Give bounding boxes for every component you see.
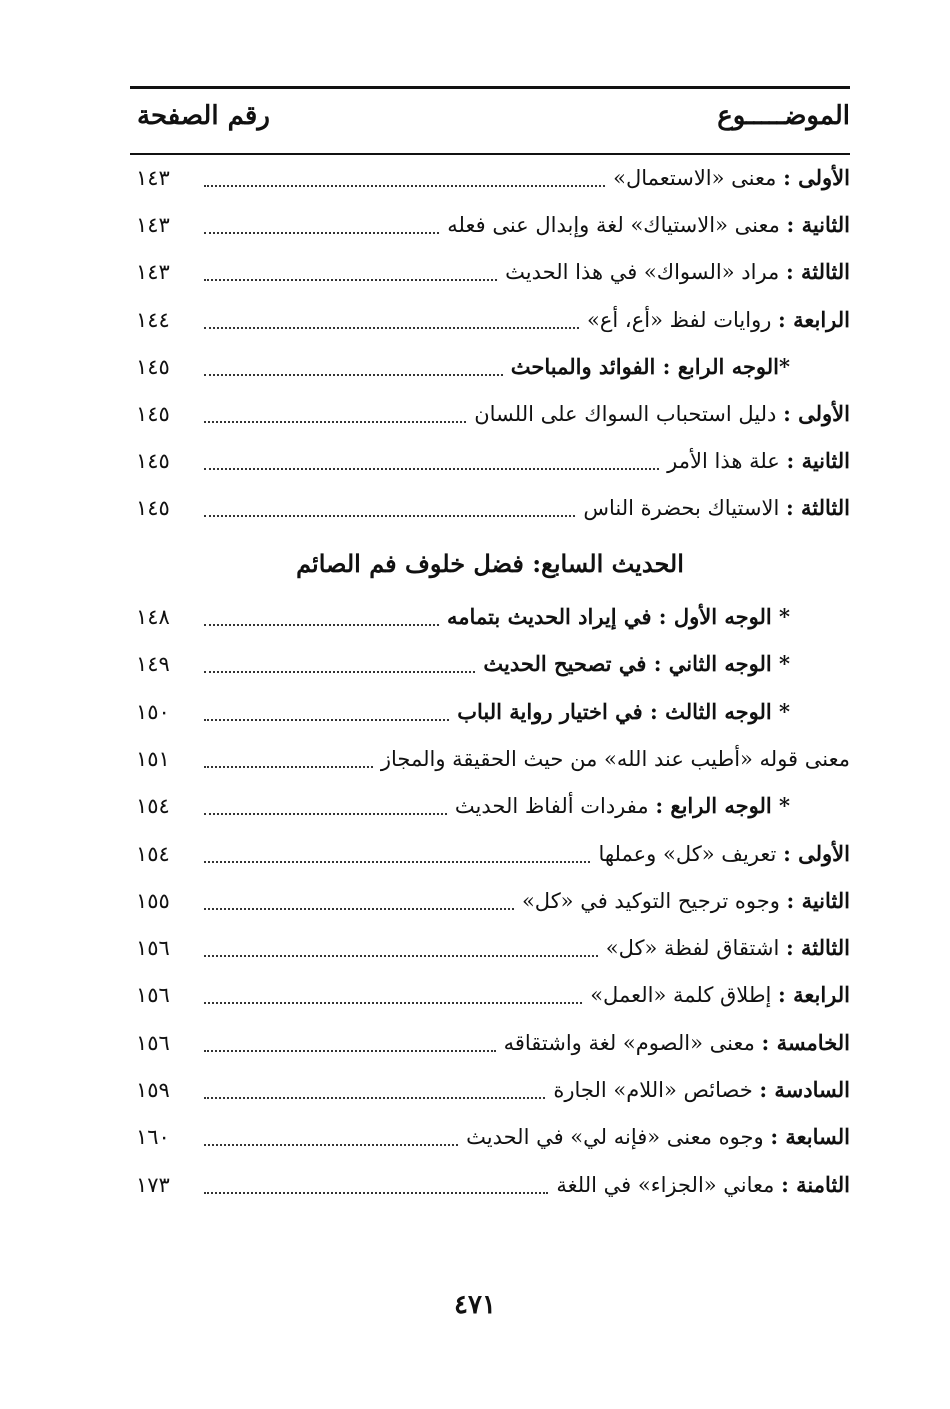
- dot-leader: [204, 719, 449, 721]
- toc-entry: [130, 394, 850, 434]
- toc-entry: [130, 252, 850, 292]
- toc-entry-title: [598, 834, 850, 874]
- toc-entry-label: الثالثة :: [785, 495, 850, 521]
- toc-entry-label: * الوجه الأول :: [658, 604, 790, 629]
- dot-leader: [204, 327, 579, 329]
- toc-entry-text: وجوه ترجيح التوكيد في «كل»: [521, 888, 787, 913]
- toc-entry-text: خصائص «اللام» الجارة: [553, 1078, 760, 1102]
- dot-leader: [204, 279, 497, 281]
- toc-entry: [130, 488, 850, 528]
- dot-leader: [204, 766, 373, 768]
- toc-entry-text: إطلاق كلمة «العمل»: [590, 983, 779, 1008]
- toc-entry-title: [553, 1070, 850, 1110]
- toc-entry-title: [613, 158, 850, 198]
- toc-entry-label: الثانية :: [786, 448, 850, 474]
- toc-entry-title: [587, 300, 850, 340]
- toc-entry: [130, 1023, 850, 1063]
- toc-entry-title: [457, 692, 790, 732]
- toc-entry-title: [381, 739, 850, 779]
- toc-entry: [130, 692, 850, 732]
- toc-entry-label: الأولى :: [783, 401, 850, 426]
- toc-entry-page: ١٤٣: [136, 260, 170, 285]
- toc-entry-label: الثانية :: [786, 887, 850, 913]
- toc-entry-page: ١٥٤: [136, 841, 170, 866]
- dot-leader: [204, 1144, 458, 1146]
- toc-entry-text: دليل استحباب السواك على اللسان: [474, 402, 784, 426]
- toc-entry-title: [447, 205, 850, 245]
- toc-entry-text: روايات لفظ «أع، أع»: [587, 307, 779, 332]
- toc-entry-page: ١٧٣: [136, 1172, 170, 1197]
- toc-entry-page: ١٤٨: [136, 605, 170, 629]
- toc-entry-label: الخامسة :: [761, 1029, 850, 1055]
- toc-entry-label: * الوجه الثالث :: [650, 698, 790, 724]
- toc-entry-page: ١٤٩: [136, 652, 170, 677]
- toc-entry-text: معنى «الصوم» لغة واشتقاقه: [503, 1030, 762, 1055]
- header-page-number: رقم الصفحة: [137, 101, 270, 131]
- dot-leader: [204, 232, 439, 234]
- dot-leader: [204, 421, 466, 423]
- toc-entry-label: * الوجه الرابع :: [655, 793, 790, 819]
- toc-entry: [130, 158, 850, 198]
- toc-entry: [130, 928, 850, 968]
- toc-entry-page: ١٥٦: [136, 983, 170, 1008]
- toc-entry-page: ١٥٦: [136, 1030, 170, 1055]
- toc-entry: [130, 347, 850, 387]
- dot-leader: [204, 1192, 548, 1194]
- toc-entry-text: معنى «الاستياك» لغة وإبدال عنى فعله: [447, 213, 787, 238]
- toc-entry: [130, 300, 850, 340]
- toc-entry: [130, 881, 850, 921]
- toc-entry: [130, 1117, 850, 1157]
- toc-entry-label: الرابعة :: [778, 306, 850, 332]
- toc-entry-label: الرابعة :: [778, 982, 850, 1008]
- toc-entry-text: تعريف «كل» وعملها: [598, 841, 784, 866]
- section-title: الحديث السابع: فضل خلوف فم الصائم: [296, 549, 684, 578]
- toc-entry-label: الأولى :: [783, 165, 850, 190]
- toc-entry-page: ١٤٣: [136, 213, 170, 238]
- toc-entry-label: السادسة :: [759, 1077, 850, 1102]
- toc-entry-text: اشتقاق لفظة «كل»: [605, 936, 786, 961]
- toc-entry-title: [606, 928, 850, 968]
- toc-entry-title: [522, 881, 850, 921]
- toc-entry-page: ١٥١: [136, 746, 170, 771]
- toc-entry: [130, 205, 850, 245]
- toc-entry-text: في إيراد الحديث بتمامه: [447, 604, 659, 629]
- toc-entry: [130, 441, 850, 481]
- toc-entry-text: معاني «الجزاء» في اللغة: [556, 1172, 782, 1197]
- toc-entry-text: في تصحيح الحديث: [483, 651, 654, 677]
- dot-leader: [204, 861, 590, 863]
- toc-entry-title: [505, 252, 850, 292]
- toc-entry: [130, 1165, 850, 1205]
- toc-entry-page: ١٥٤: [136, 794, 170, 819]
- toc-entry-page: ١٥٦: [136, 936, 170, 961]
- toc-entry-page: ١٤٣: [136, 166, 170, 190]
- toc-entry-text: في اختيار رواية الباب: [457, 698, 651, 724]
- dot-leader: [204, 624, 439, 626]
- toc-entry-page: ١٤٥: [136, 496, 170, 521]
- toc-entry-title: [474, 394, 850, 434]
- toc-entry-page: ١٤٥: [136, 449, 170, 474]
- toc-entry-title: [447, 597, 790, 637]
- toc-entry-title: [590, 975, 850, 1015]
- dot-leader: [204, 1097, 545, 1099]
- header-rule: [130, 153, 850, 155]
- toc-entry-title: [556, 1165, 850, 1205]
- toc-entry-text: الفوائد والمباحث: [510, 353, 663, 379]
- toc-entry-page: ١٤٥: [136, 402, 170, 426]
- toc-entry-title: [466, 1117, 850, 1157]
- toc-entry-text: مراد «السواك» في هذا الحديث: [505, 260, 786, 285]
- toc-entry-label: * الوجه الثاني :: [653, 651, 790, 677]
- header-topic: الموضـــــوع: [717, 101, 850, 131]
- page-folio: ٤٧١: [454, 1290, 496, 1320]
- toc-entry: [130, 597, 850, 637]
- toc-entry-page: ١٤٥: [136, 354, 170, 379]
- toc-entry: [130, 975, 850, 1015]
- toc-entry-text: مفردات ألفاظ الحديث: [454, 794, 656, 819]
- dot-leader: [204, 908, 514, 910]
- dot-leader: [204, 813, 447, 815]
- dot-leader: [204, 1050, 496, 1052]
- toc-entry-label: *الوجه الرابع :: [662, 353, 790, 379]
- toc-entry: [130, 786, 850, 826]
- toc-entry-text: الاستياك بحضرة الناس: [583, 496, 786, 521]
- toc-entry-page: ١٤٤: [136, 307, 170, 332]
- dot-leader: [204, 185, 605, 187]
- toc-entry: [130, 1070, 850, 1110]
- toc-entry-title: [455, 786, 790, 826]
- toc-entry-text: علة هذا الأمر: [667, 449, 787, 474]
- toc-entry-text: معنى «الاستعمال»: [613, 166, 784, 190]
- dot-leader: [204, 955, 598, 957]
- toc-entry-title: [583, 488, 850, 528]
- toc-entry-label: الأولى :: [783, 840, 850, 866]
- dot-leader: [204, 515, 575, 517]
- toc-entry-title: [511, 347, 790, 387]
- toc-entry-label: الثانية :: [786, 212, 850, 238]
- toc-entry-label: الثالثة :: [785, 935, 850, 961]
- toc-entry-label: الثامنة :: [781, 1171, 850, 1197]
- dot-leader: [204, 1002, 582, 1004]
- toc-entry-page: ١٥٠: [136, 699, 170, 724]
- toc-entry-label: السابعة :: [770, 1124, 850, 1150]
- toc-entry-label: الثالثة :: [785, 259, 850, 285]
- toc-entry-title: [483, 644, 790, 684]
- toc-entry-text: معنى قوله «أطيب عند الله» من حيث الحقيقة والمجاز: [380, 746, 850, 771]
- toc-entry-page: ١٥٩: [136, 1078, 170, 1102]
- toc-entry-text: وجوه معنى «فإنه لي» في الحديث: [466, 1125, 771, 1150]
- toc-entry: [130, 739, 850, 779]
- toc-entry-page: ١٦٠: [136, 1125, 170, 1150]
- toc-entry: [130, 834, 850, 874]
- toc-entry-title: [667, 441, 850, 481]
- dot-leader: [204, 671, 475, 673]
- dot-leader: [204, 468, 659, 470]
- top-rule: [130, 86, 850, 89]
- toc-entry: [130, 644, 850, 684]
- toc-entry-page: ١٥٥: [136, 888, 170, 913]
- toc-entry-title: [504, 1023, 850, 1063]
- dot-leader: [204, 374, 503, 376]
